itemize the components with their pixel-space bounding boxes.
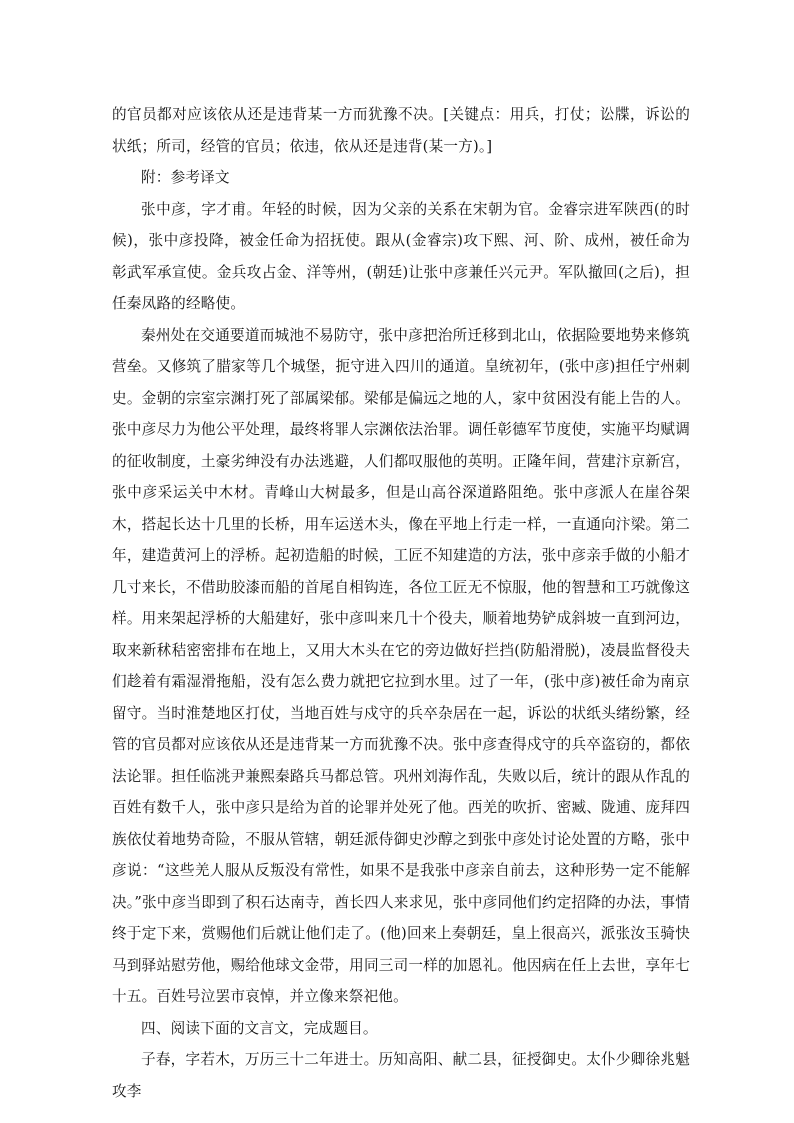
- section-4-passage: 子春，字若木，万历三十二年进士。历知高阳、献二县，征授御史。太仆少卿徐兆魁攻李: [112, 1051, 690, 1100]
- section-4-heading: 四、阅读下面的文言文，完成题目。: [141, 1019, 378, 1037]
- document-body: [112, 99, 690, 1107]
- translation-paragraph-2: 秦州处在交通要道而城池不易防守，张中彦把治所迁移到北山，依据险要地势来修筑营垒。又修筑了腊家等几个城堡，扼守进入四川的通道。皇统初年，(张中彦)担任宁州刺史。金朝的宗室宗渊打死了部属梁郁。梁郁是偏远之地的人，家中贫困没有能上告的人。张中彦尽力为他公平处理，最终将罪人宗渊依法治罪。调任彰德军节度使，实施平均赋调的征收制度，土豪劣绅没有办法逃避，人们都叹服他的英明。正隆年间，营建汴京新宫，张中彦采运关中木材。青峰山大树最多，但是山高谷深道路阻绝。张中彦派人在崖谷架木，搭起长达十几里的长桥，用车运送木头，像在平地上行走一样，一直通向汴梁。第二年，建造黄河上的浮桥。起初造船的时候，工匠不知建造的方法，张中彦亲手做的小船才几寸来长，不借助胶漆而船的首尾自相钩连，各位工匠无不惊服，他的智慧和工巧就像这样。用来架起浮桥的大船建好，张中彦叫来几十个役夫，顺着地势铲成斜坡一直到河边，取来新秫秸密密排布在地上，又用大木头在它的旁边做好拦挡(防船滑脱)，凌晨监督役夫们趁着有霜湿滑拖船，没有怎么费力就把它拉到水里。过了一年，(张中彦)被任命为南京留守。当时淮楚地区打仗，当地百姓与戍守的兵卒杂居在一起，诉讼的状纸头绪纷繁，经管的官员都对应该依从还是违背某一方而犹豫不决。张中彦查得戍守的兵卒盗窃的，都依法论罪。担任临洮尹兼熙秦路兵马都总管。巩州刘海作乱，失败以后，统计的跟从作乱的百姓有数千人，张中彦只是给为首的论罪并处死了他。西羌的吹折、密臧、陇逋、庞拜四族依仗着地势奇险，不服从管辖，朝廷派侍御史沙醇之到张中彦处讨论处置的方略，张中彦说：“这些羌人服从反叛没有常性，如果不是我张中彦亲自前去，这种形势一定不能解决。”张中彦当即到了积石达南寺，酋长四人来求见，张中彦同他们约定招降的办法，事情终于定下来，赏赐他们后就让他们走了。(他)回来上奏朝廷，皇上很高兴，派张汝玉骑快马到驿站慰劳他，赐给他球文金带，用同三司一样的加恩礼。他因病在任上去世，享年七十五。百姓号泣罢市哀悼，并立像来祭祀他。: [112, 326, 690, 1005]
- appendix-heading: 附：参考译文: [141, 169, 230, 186]
- translation-paragraph-1: 张中彦，字才甫。年轻的时候，因为父亲的关系在宋朝为官。金睿宗进军陕西(的时候)，张中彦投降，被金任命为招抚使。跟从(金睿宗)攻下熙、河、阶、成州，被任命为彰武军承宣使。金兵攻占金、洋等州，(朝廷)让张中彦兼任兴元尹。军队撤回(之后)，担任秦凤路的经略使。: [112, 200, 690, 312]
- continuation-paragraph: 的官员都对应该依从还是违背某一方而犹豫不决。[关键点：用兵，打仗；讼牒，诉讼的状纸；所司，经管的官员；依违，依从还是违背(某一方)。]: [112, 106, 690, 155]
